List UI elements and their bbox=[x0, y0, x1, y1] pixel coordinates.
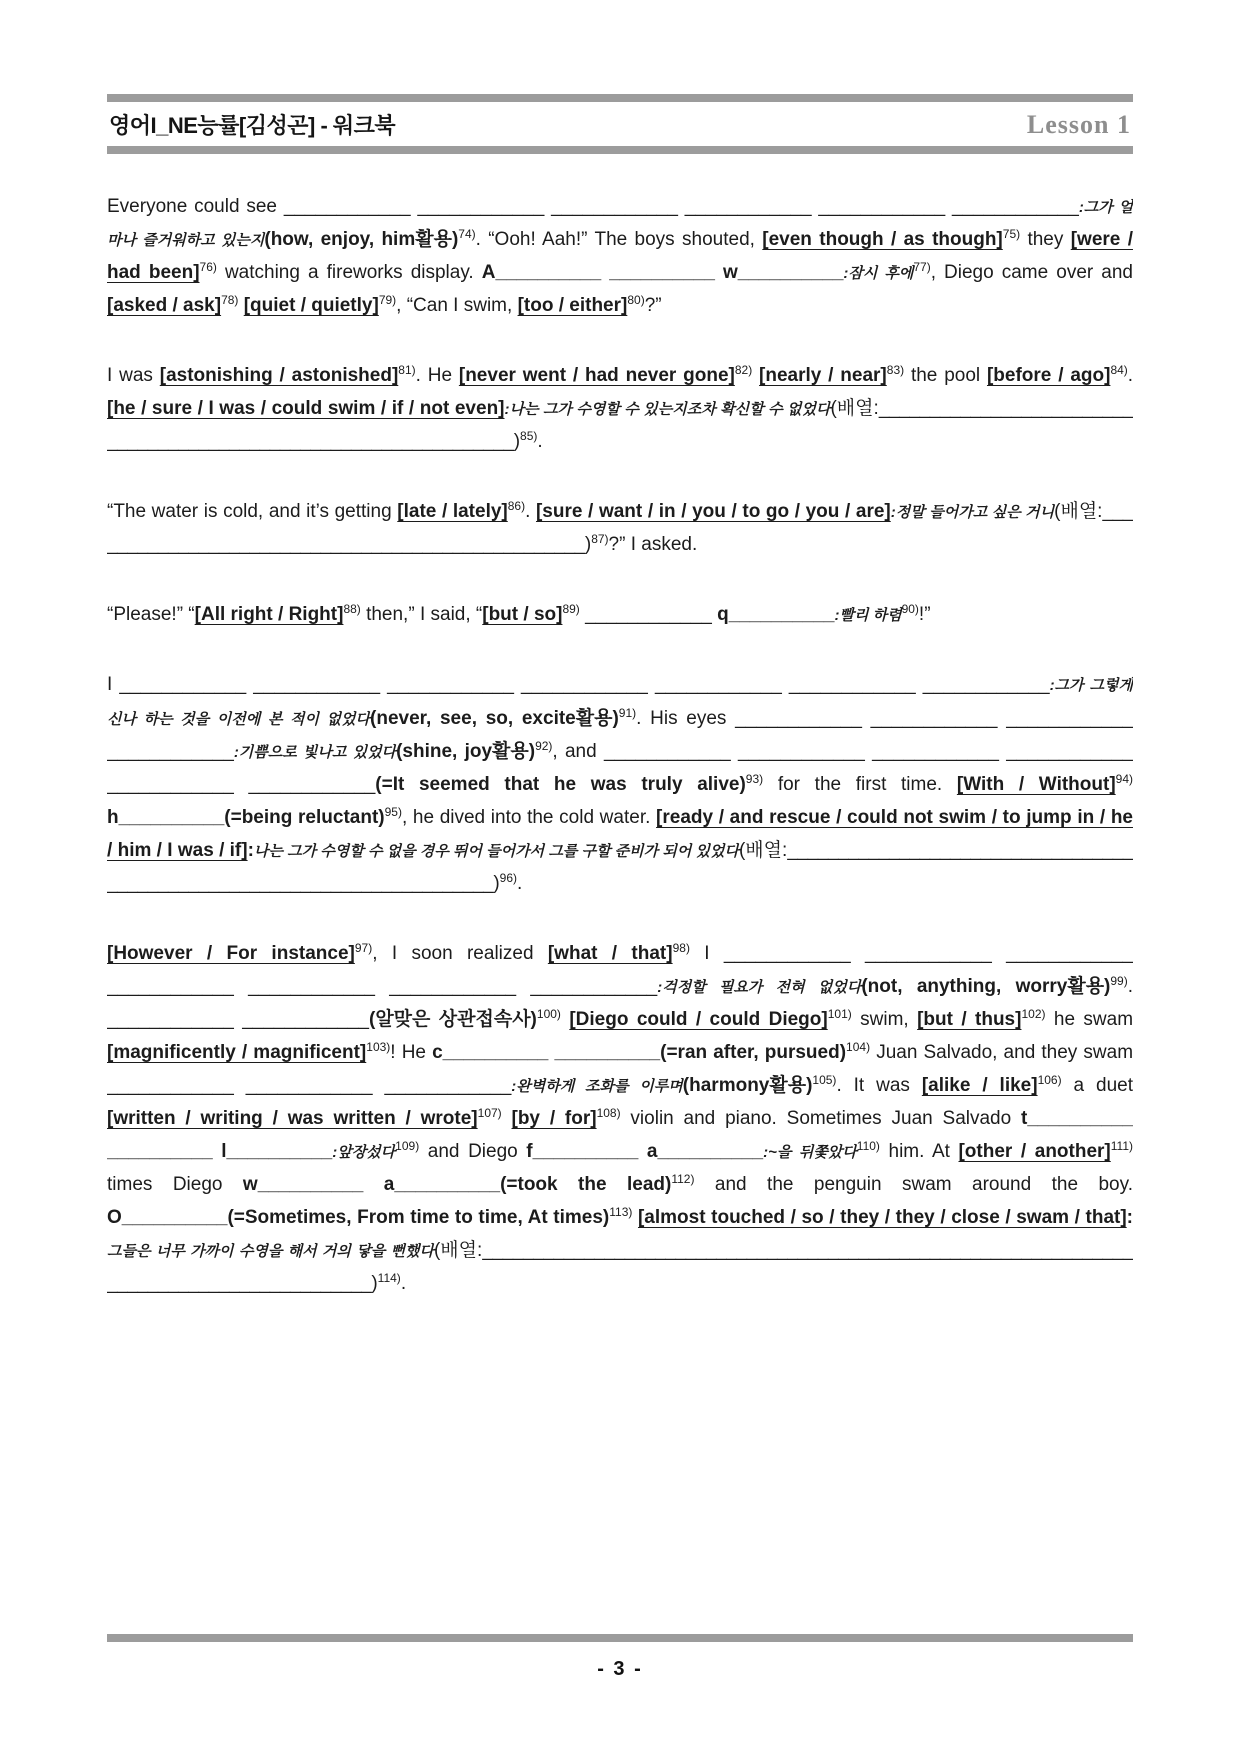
header-rule-top bbox=[107, 94, 1133, 102]
paragraph bbox=[107, 359, 1133, 458]
korean-label: (배열: bbox=[1054, 501, 1103, 523]
text-run: I ____________ ____________ ____________ ____________ ____________ ____________ ____________ bbox=[107, 674, 1050, 696]
korean-hint: 그들은 너무 가까이 수영을 해서 거의 닿을 뻔했다 bbox=[107, 1243, 434, 1261]
choice-bracket: [With / Without] bbox=[956, 773, 1116, 795]
note-number: 82) bbox=[734, 363, 753, 378]
korean-hint: 나는 그가 수영할 수 없을 경우 뛰어 들어가서 그를 구할 준비가 되어 있었다 bbox=[253, 842, 739, 860]
korean-hint: :기쁨으로 빛나고 있었다 bbox=[233, 743, 397, 761]
choice-bracket: [sure / want / in / you / to go / you / are] bbox=[535, 501, 891, 523]
korean-hint: :나는 그가 수영할 수 있는지조차 확신할 수 없었다 bbox=[504, 401, 831, 419]
note-number: 77) bbox=[913, 260, 931, 275]
note-number: 93) bbox=[745, 771, 764, 786]
note-number: 92) bbox=[535, 738, 553, 753]
bold-run: (=ran after, pursued) bbox=[660, 1041, 847, 1063]
note-number: 97) bbox=[354, 940, 373, 955]
note-number: 114) bbox=[377, 1271, 401, 1286]
note-number: 105) bbox=[812, 1072, 837, 1087]
choice-bracket: [almost touched / so / they / they / close / swam / that] bbox=[637, 1207, 1127, 1229]
note-number: 100) bbox=[536, 1006, 561, 1021]
choice-bracket: [what / that] bbox=[547, 942, 673, 964]
note-number: 87) bbox=[591, 532, 609, 547]
korean-hint: :앞장섰다 bbox=[332, 1144, 396, 1162]
paragraph bbox=[107, 937, 1133, 1301]
bold-run: t__________ __________ l__________ bbox=[107, 1108, 1133, 1163]
text-run: he swam bbox=[1045, 1008, 1133, 1030]
note-number: 76) bbox=[199, 260, 217, 275]
choice-bracket: [However / For instance] bbox=[107, 942, 355, 964]
note-number: 81) bbox=[398, 363, 416, 378]
note-number: 109) bbox=[395, 1139, 420, 1154]
choice-bracket: [ready / and rescue / could not swim / to jump in / he / him / I was / if] bbox=[107, 806, 1133, 861]
bold-run: (=It seemed that he was truly alive) bbox=[375, 773, 746, 795]
header-rule-bottom bbox=[107, 146, 1133, 154]
worksheet-body bbox=[107, 190, 1133, 1550]
note-number: 102) bbox=[1021, 1006, 1046, 1021]
text-run: ) bbox=[584, 534, 592, 556]
choice-bracket: [but / thus] bbox=[917, 1008, 1022, 1030]
note-number: 113) bbox=[609, 1205, 633, 1220]
text-run: they bbox=[1020, 229, 1071, 251]
choice-bracket: [too / either] bbox=[517, 295, 628, 317]
bold-run: : bbox=[247, 839, 254, 861]
text-run: , and ____________ ____________ ____________ ____________ ____________ ____________ bbox=[107, 740, 1133, 795]
text-run: ) bbox=[513, 431, 521, 453]
korean-hint: :완벽하게 조화를 이루며 bbox=[511, 1077, 683, 1095]
bold-run: q__________ bbox=[717, 604, 835, 626]
choice-bracket: [All right / Right] bbox=[194, 604, 344, 626]
note-number: 89) bbox=[562, 602, 580, 617]
korean-hint: :빨리 하렴 bbox=[834, 607, 902, 625]
page-header bbox=[107, 102, 1133, 146]
page-number: - 3 - bbox=[597, 1658, 643, 1680]
choice-bracket: [written / writing / was written / wrote] bbox=[107, 1108, 478, 1130]
choice-bracket: [asked / ask] bbox=[107, 295, 222, 317]
text-run: . bbox=[400, 1273, 407, 1295]
bold-run: (how, enjoy, him활용) bbox=[264, 229, 459, 251]
answer-blank: _________________________________________________________________ bbox=[107, 398, 1133, 453]
paragraph bbox=[107, 190, 1133, 322]
note-number: 79) bbox=[378, 293, 397, 308]
note-number: 90) bbox=[901, 602, 919, 617]
choice-bracket: [alike / like] bbox=[921, 1074, 1038, 1096]
text-run: “Please!” “ bbox=[107, 604, 195, 626]
text-run: . bbox=[1127, 365, 1133, 387]
text-run: . bbox=[537, 431, 543, 453]
text-run: . bbox=[517, 872, 523, 894]
text-run: then,” I said, “ bbox=[360, 604, 483, 626]
choice-bracket: [Diego could / could Diego] bbox=[569, 1008, 828, 1030]
choice-bracket: [he / sure / I was / could swim / if / not even] bbox=[107, 398, 505, 420]
note-number: 75) bbox=[1002, 227, 1021, 242]
korean-hint: :잠시 후에 bbox=[843, 265, 914, 283]
text-run: , he dived into the cold water. bbox=[401, 806, 657, 828]
choice-bracket: [nearly / near] bbox=[759, 365, 887, 387]
korean-label: (배열: bbox=[738, 839, 788, 861]
text-run: , I soon realized bbox=[372, 942, 548, 964]
text-run: times Diego bbox=[107, 1174, 243, 1196]
text-run: and the penguin swam around the boy. bbox=[694, 1174, 1133, 1196]
text-run: I ____________ ____________ ____________ ____________ ____________ ____________ ____________ bbox=[107, 942, 1133, 997]
note-number: 95) bbox=[384, 804, 402, 819]
choice-bracket: [astonishing / astonished] bbox=[159, 365, 399, 387]
korean-hint: :그가 그렇게 신나 하는 것을 이전에 본 적이 없었다 bbox=[107, 677, 1133, 728]
bold-run: (=Sometimes, From time to time, At times) bbox=[227, 1207, 610, 1229]
bold-run: (=being reluctant) bbox=[224, 806, 385, 828]
paragraph bbox=[107, 495, 1133, 561]
note-number: 86) bbox=[507, 499, 526, 514]
korean-label: (배열: bbox=[830, 398, 879, 420]
text-run: ?” I asked. bbox=[608, 534, 698, 556]
workbook-title: 영어I_NE능률[김성곤] - 워크북 bbox=[109, 113, 396, 138]
text-run: and Diego bbox=[419, 1141, 527, 1163]
text-run: ) bbox=[493, 872, 500, 894]
note-number: 108) bbox=[596, 1106, 621, 1121]
korean-hint: :~을 뒤쫓았다 bbox=[763, 1144, 857, 1162]
note-number: 111) bbox=[1110, 1139, 1133, 1154]
text-run: him. At bbox=[879, 1141, 959, 1163]
answer-blank: ________________________________________________________________________ bbox=[107, 839, 1133, 894]
choice-bracket: [by / for] bbox=[511, 1108, 597, 1130]
note-number: 112) bbox=[671, 1172, 695, 1187]
page-footer bbox=[107, 1634, 1133, 1681]
choice-bracket: [before / ago] bbox=[986, 365, 1111, 387]
footer-rule bbox=[107, 1634, 1133, 1642]
bold-run: A__________ __________ w__________ bbox=[481, 262, 844, 284]
bold-run: (not, anything, worry활용) bbox=[861, 975, 1111, 997]
korean-hint: :그가 얼마나 즐거워하고 있는지 bbox=[107, 199, 1133, 250]
text-run: I was bbox=[107, 365, 160, 387]
text-run: !” bbox=[918, 604, 931, 626]
choice-bracket: [quiet / quietly] bbox=[243, 295, 379, 317]
note-number: 74) bbox=[458, 227, 476, 242]
paragraph bbox=[107, 598, 1133, 631]
text-run: . ____________ ____________ bbox=[107, 975, 1133, 1030]
choice-bracket: [even though / as though] bbox=[762, 229, 1003, 251]
text-run: ) bbox=[371, 1273, 378, 1295]
note-number: 99) bbox=[1110, 973, 1128, 988]
note-number: 88) bbox=[343, 602, 361, 617]
page-content bbox=[107, 94, 1133, 1550]
note-number: 84) bbox=[1110, 363, 1128, 378]
choice-bracket: [were / had been] bbox=[107, 229, 1133, 284]
note-number: 83) bbox=[886, 363, 905, 378]
note-number: 104) bbox=[846, 1039, 871, 1054]
korean-hint: :정말 들어가고 싶은 거니 bbox=[890, 504, 1055, 522]
text-run: ! He bbox=[390, 1041, 433, 1063]
note-number: 107) bbox=[477, 1106, 502, 1121]
bold-run: h__________ bbox=[107, 806, 225, 828]
text-run: . “Ooh! Aah!” The boys shouted, bbox=[475, 229, 763, 251]
text-run: watching a fireworks display. bbox=[216, 262, 482, 284]
note-number: 78) bbox=[221, 293, 239, 308]
note-number: 106) bbox=[1037, 1072, 1062, 1087]
bold-run: (알맞은 상관접속사) bbox=[369, 1008, 537, 1030]
note-number: 96) bbox=[499, 870, 518, 885]
note-number: 101) bbox=[827, 1006, 852, 1021]
bold-run: : bbox=[1126, 1207, 1133, 1229]
text-run: swim, bbox=[851, 1008, 918, 1030]
text-run: “The water is cold, and it’s getting bbox=[107, 501, 398, 523]
text-run: for the first time. bbox=[763, 773, 957, 795]
choice-bracket: [magnificently / magnificent] bbox=[107, 1041, 367, 1063]
bold-run: (harmony활용) bbox=[682, 1074, 813, 1096]
note-number: 80) bbox=[627, 293, 645, 308]
bold-run: O__________ bbox=[107, 1207, 228, 1229]
note-number: 98) bbox=[672, 940, 690, 955]
text-run: . bbox=[525, 501, 536, 523]
note-number: 85) bbox=[520, 429, 538, 444]
text-run: a duet bbox=[1061, 1074, 1133, 1096]
bold-run: (never, see, so, excite활용) bbox=[370, 707, 619, 729]
text-run bbox=[752, 365, 759, 386]
text-run: the pool bbox=[904, 365, 987, 387]
text-run: , “Can I swim, bbox=[396, 295, 518, 317]
answer-blank: __________________________________________________________________________________________ bbox=[107, 1240, 1133, 1295]
note-number: 103) bbox=[366, 1039, 391, 1054]
lesson-label: Lesson 1 bbox=[1026, 110, 1131, 139]
note-number: 110) bbox=[856, 1139, 880, 1154]
text-run bbox=[502, 1108, 512, 1129]
text-run: Juan Salvado, and they swam ____________ ____________ ____________ bbox=[107, 1041, 1133, 1096]
choice-bracket: [other / another] bbox=[958, 1141, 1111, 1163]
bold-run: (shine, joy활용) bbox=[396, 740, 536, 762]
bold-run: w__________ a__________ bbox=[242, 1174, 501, 1196]
bold-run: (=took the lead) bbox=[500, 1174, 672, 1196]
answer-blank: __________________________________________________ bbox=[107, 501, 1133, 556]
text-run: ____________ bbox=[579, 604, 718, 626]
text-run: . It was bbox=[836, 1074, 922, 1096]
text-run: . He bbox=[415, 365, 459, 387]
korean-hint: :걱정할 필요가 전혀 없었다 bbox=[657, 978, 862, 996]
bold-run: c__________ __________ bbox=[432, 1041, 661, 1063]
note-number: 91) bbox=[618, 705, 637, 720]
choice-bracket: [never went / had never gone] bbox=[458, 365, 735, 387]
text-run: , Diego came over and bbox=[930, 262, 1133, 284]
note-number: 94) bbox=[1115, 771, 1133, 786]
text-run: Everyone could see ____________ ____________ ____________ ____________ ____________ ____________ bbox=[107, 196, 1079, 217]
korean-label: (배열: bbox=[433, 1240, 483, 1262]
bold-run: f__________ a__________ bbox=[526, 1141, 764, 1163]
text-run: . His eyes ____________ ____________ ____________ ____________ bbox=[107, 707, 1133, 762]
text-run: violin and piano. Sometimes Juan Salvado bbox=[620, 1108, 1021, 1130]
choice-bracket: [late / lately] bbox=[397, 501, 508, 523]
text-run: ?” bbox=[644, 295, 662, 317]
choice-bracket: [but / so] bbox=[482, 604, 563, 626]
paragraph bbox=[107, 668, 1133, 899]
